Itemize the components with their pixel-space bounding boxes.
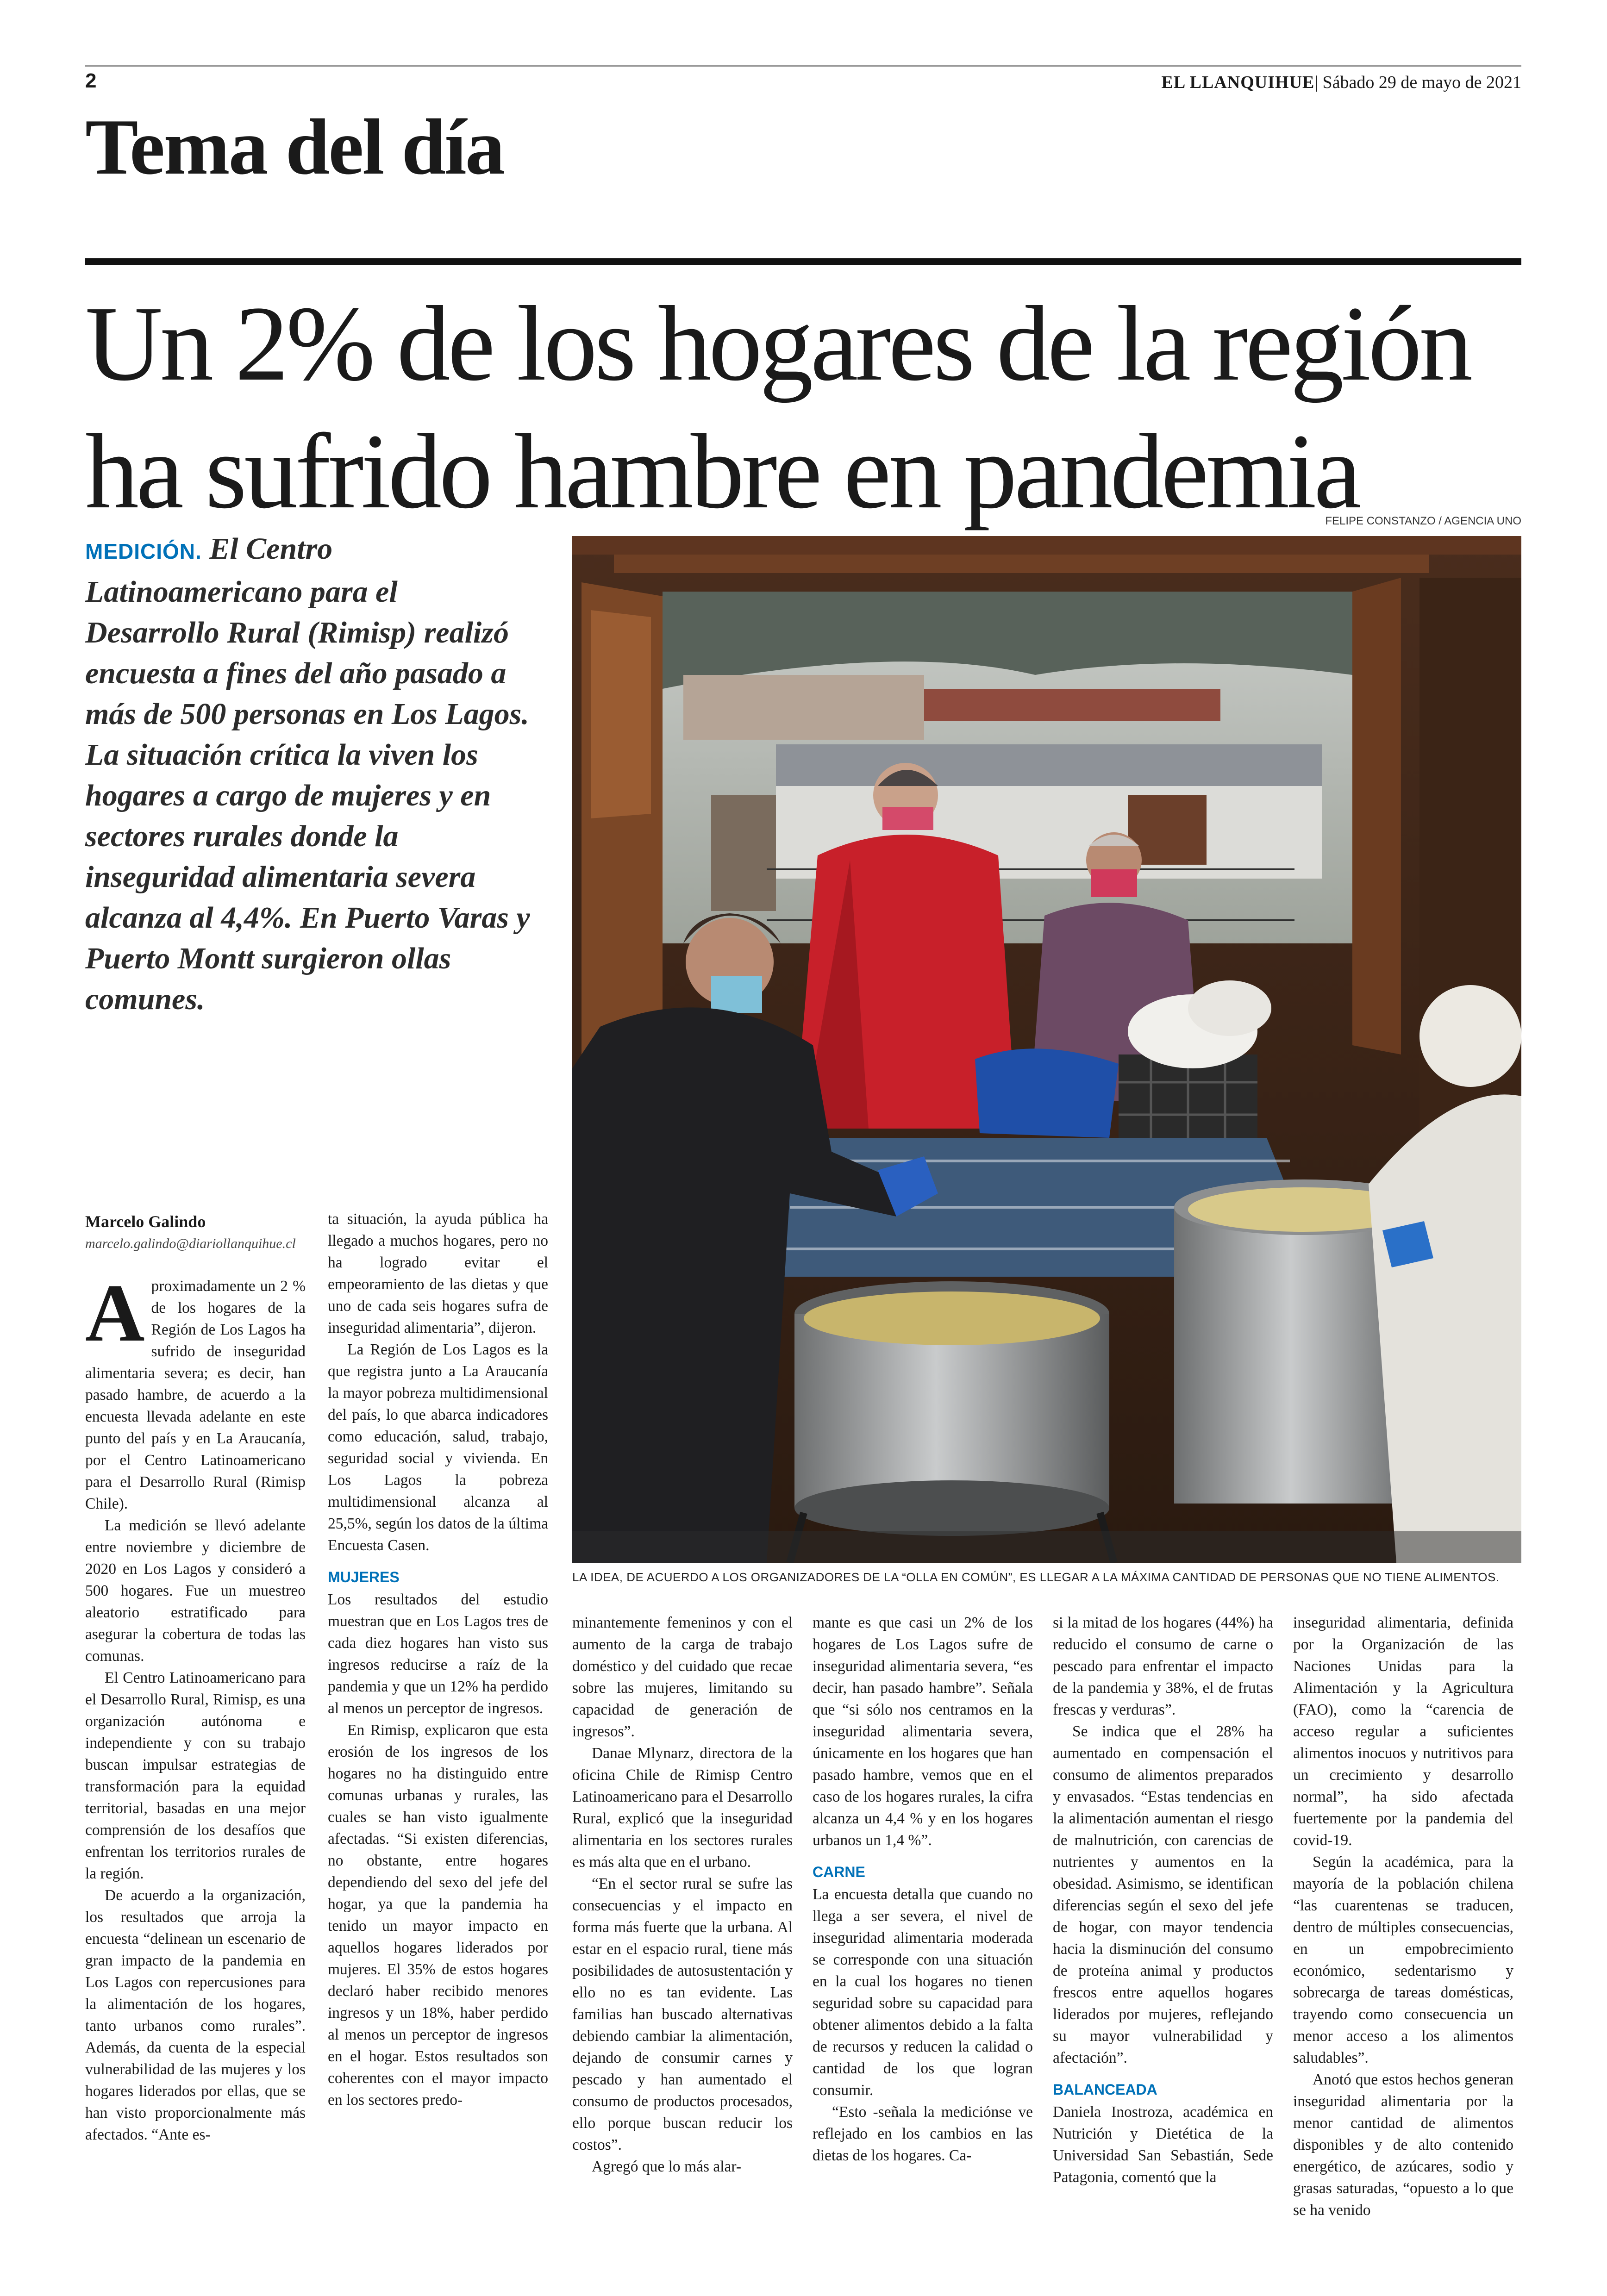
subheading-carne: CARNE: [813, 1864, 865, 1880]
paragraph: El Centro Latinoamericano para el Desarrollo Rural, Rimisp, es una organización autónoma e independiente y con su trabajo buscan impulsar estrategias de transformación para la equidad territorial, basadas en una mejor comprensión de los desafíos que enfrentan los territorios rurales de la región.: [85, 1669, 306, 1882]
author-email: marcelo.galindo@diariollanquihue.cl: [85, 1236, 296, 1251]
paragraph: De acuerdo a la organización, los resultados que arroja la encuesta “delinean un escenario de gran impacto de la pandemia en Los Lagos con repercusiones para la alimentación de los hogares, tanto urbanos como rurales”. Además, da cuenta de la especial vulnerabilidad de las mujeres y los hogares liderados por ellas, que se han visto proporcionalmente más afectados. “Ante es-: [85, 1887, 306, 2143]
section-rule: [85, 258, 1521, 265]
paragraph: “En el sector rural se sufre las consecuencias y el impacto en forma más fuerte que la urbana. Al estar en el espacio rural, tiene más posibilidades de autosustentación y ello no es tan evidente. Las familias han buscado alternativas debiendo cambiar la alimentación, dejando de consumir carnes y pescado y han aumentado el consumo de productos procesados, ello porque buscan reducir los costos”.: [572, 1875, 793, 2153]
paragraph: La encuesta detalla que cuando no llega a ser severa, el nivel de inseguridad alimentaria moderada se corresponde con una situación en la cual los hogares no tienen seguridad sobre su capacidad para obtener alimentos debido a la falta de recursos y reducen la calidad o cantidad de los que logran consumir.: [813, 1886, 1033, 2099]
article-photo: [572, 536, 1521, 1563]
paragraph: En Rimisp, explicaron que esta erosión de los ingresos de los hogares no ha distinguido entre comunas urbanas y rurales, las cuales se han visto igualmente afectadas. “Si existen diferencias, no obstante, entre hogares dependiendo del sexo del jefe del hogar, ya que la pandemia ha tenido un mayor impacto en aquellos hogares liderados por mujeres. El 35% de estos hogares declaró haber recibido menores ingresos y un 18%, haber perdido al menos un perceptor de ingresos en el hogar. Estos resultados son coherentes con el mayor impacto en los sectores predo-: [328, 1722, 548, 2109]
lede-kicker: MEDICIÓN.: [85, 539, 202, 563]
paragraph: minantemente femeninos y con el aumento de la carga de trabajo doméstico y del cuidado que recae sobre las mujeres, limitando su capacidad de generación de ingresos”.: [572, 1614, 793, 1740]
drop-cap: A: [85, 1267, 145, 1359]
paragraph: La Región de Los Lagos es la que registra junto a La Araucanía la mayor pobreza multidimensional del país, lo que abarca indicadores como educación, salud, trabajo, seguridad social y vivienda. En Los Lagos la pobreza multidimensional alcanza al 25,5%, según los datos de la última Encuesta Casen.: [328, 1341, 548, 1554]
paragraph: Agregó que lo más alar-: [592, 2158, 742, 2175]
paragraph: La medición se llevó adelante entre noviembre y diciembre de 2020 en Los Lagos y consideró a 500 hogares. Fue un muestreo aleatorio estratificado para asegurar la cobertura de todas las comunas.: [85, 1517, 306, 1665]
soup-kitchen-photo: [572, 536, 1521, 1563]
paragraph: Según la académica, para la mayoría de la población chilena “las cuarentenas se traducen, dentro de múltiples consecuencias, en un empobrecimiento económico, sedentarismo y sobrecarga de tareas domésticas, trayendo como consecuencia un menor acceso a los alimentos saludables”.: [1293, 1853, 1513, 2066]
paragraph: inseguridad alimentaria, definida por la Organización de las Naciones Unidas para la Alimentación y la Agricultura (FAO), como la “carencia de acceso regular a suficientes alimentos inocuos y nutritivos para un crecimiento y desarrollo normal”, ha sido afectada fuertemente por la pandemia del covid-19.: [1293, 1614, 1513, 1849]
page-number: 2: [85, 69, 97, 92]
publication-date: | Sábado 29 de mayo de 2021: [1314, 73, 1521, 92]
headline: Un 2% de los hogares de la región ha sufrido hambre en pandemia: [85, 284, 1470, 531]
paragraph: mante es que casi un 2% de los hogares de Los Lagos sufre de inseguridad alimentaria severa, “es decir, han pasado hambre”. Señala que “si sólo nos centramos en la inseguridad alimentaria severa, únicamente en los hogares que han pasado hambre, vemos que en el caso de los hogares rurales, la cifra alcanza un 4,4 % y en los hogares urbanos un 1,4 %”.: [813, 1614, 1033, 1849]
paragraph: “Esto -señala la mediciónse ve reflejado en los cambios en las dietas de los hogares. Ca-: [813, 2103, 1033, 2164]
byline: [85, 1212, 317, 1252]
paragraph: Los resultados del estudio muestran que en Los Lagos tres de cada diez hogares han visto sus ingresos reducirse a raíz de la pandemia y que un 12% ha perdido al menos un perceptor de ingresos.: [328, 1591, 548, 1717]
lede-text: El Centro Latinoamericano para el Desarrollo Rural (Rimisp) realizó encuesta a fines del año pasado a más de 500 personas en Los Lagos. La situación crítica la viven los hogares a cargo de mujeres y en sectores rurales donde la inseguridad alimentaria severa alcanza al 4,4%. En Puerto Varas y Puerto Montt surgieron ollas comunes.: [85, 532, 530, 1016]
masthead: [1162, 72, 1521, 93]
subheading-balanceada: BALANCEADA: [1053, 2081, 1157, 2098]
paragraph: Danae Mlynarz, directora de la oficina Chile de Rimisp Centro Latinoamericano para el Desarrollo Rural, explicó que la inseguridad alimentaria en los sectores rurales es más alta que en el urbano.: [572, 1745, 793, 1871]
body-column-3: [572, 1612, 793, 2177]
author-name: Marcelo Galindo: [85, 1212, 206, 1231]
body-column-1: [85, 1267, 306, 2146]
photo-credit: FELIPE CONSTANZO / AGENCIA UNO: [1325, 515, 1521, 527]
first-paragraph-text: proximadamente un 2 % de los hogares de la Región de Los Lagos ha sufrido de inseguridad alimentaria severa; es decir, han pasado hambre, de acuerdo a la encuesta llevada adelante en este punto del país y en La Araucanía, por el Centro Latinoamericano para el Desarrollo Rural (Rimisp Chile).: [85, 1278, 306, 1512]
body-column-2: [328, 1208, 548, 2111]
publication-name: EL LLANQUIHUE: [1161, 73, 1315, 92]
first-paragraph: [85, 1267, 306, 1515]
paragraph: ta situación, la ayuda pública ha llegado a muchos hogares, pero no ha logrado evitar el empeoramiento de las dietas y que uno de cada seis hogares sufra de inseguridad alimentaria”, dijeron.: [328, 1210, 548, 1336]
paragraph: Se indica que el 28% ha aumentado en compensación el consumo de alimentos preparados y envasados. “Estas tendencias en la alimentación aumentan el riesgo de malnutrición, con carencias de nutrientes y aumentos en la obesidad. Asimismo, se identifican diferencias según el sexo del jefe de hogar, con mayor tendencia hacia la disminución del consumo de proteína animal y productos frescos entre aquellos hogares liderados por mujeres, reflejando su mayor vulnerabilidad y afectación”.: [1053, 1723, 1273, 2066]
paragraph: si la mitad de los hogares (44%) ha reducido el consumo de carne o pescado para enfrentar el impacto de la pandemia y 38%, el de frutas frescas y verduras”.: [1053, 1614, 1273, 1718]
top-rule: [85, 65, 1521, 67]
body-column-4: [813, 1612, 1033, 2166]
paragraph: Daniela Inostroza, académica en Nutrición y Dietética de la Universidad San Sebastián, Sede Patagonia, comentó que la: [1053, 2103, 1273, 2186]
body-column-5: [1053, 1612, 1273, 2188]
section-title: Tema del día: [85, 103, 504, 191]
paragraph: Anotó que estos hechos generan inseguridad alimentaria por la menor cantidad de alimentos disponibles y de alto contenido energético, de azúcares, sodio y grasas saturadas, “opuesto a lo que se ha venido: [1293, 2071, 1513, 2219]
subheading-mujeres: MUJERES: [328, 1569, 400, 1585]
body-column-6: [1293, 1612, 1513, 2221]
lede: [85, 529, 539, 1020]
photo-caption: LA IDEA, DE ACUERDO A LOS ORGANIZADORES DE LA “OLLA EN COMÚN”, ES LLEGAR A LA MÁXIMA CANTIDAD DE PERSONAS QUE NO TIENE ALIMENTOS.: [572, 1570, 1500, 1584]
